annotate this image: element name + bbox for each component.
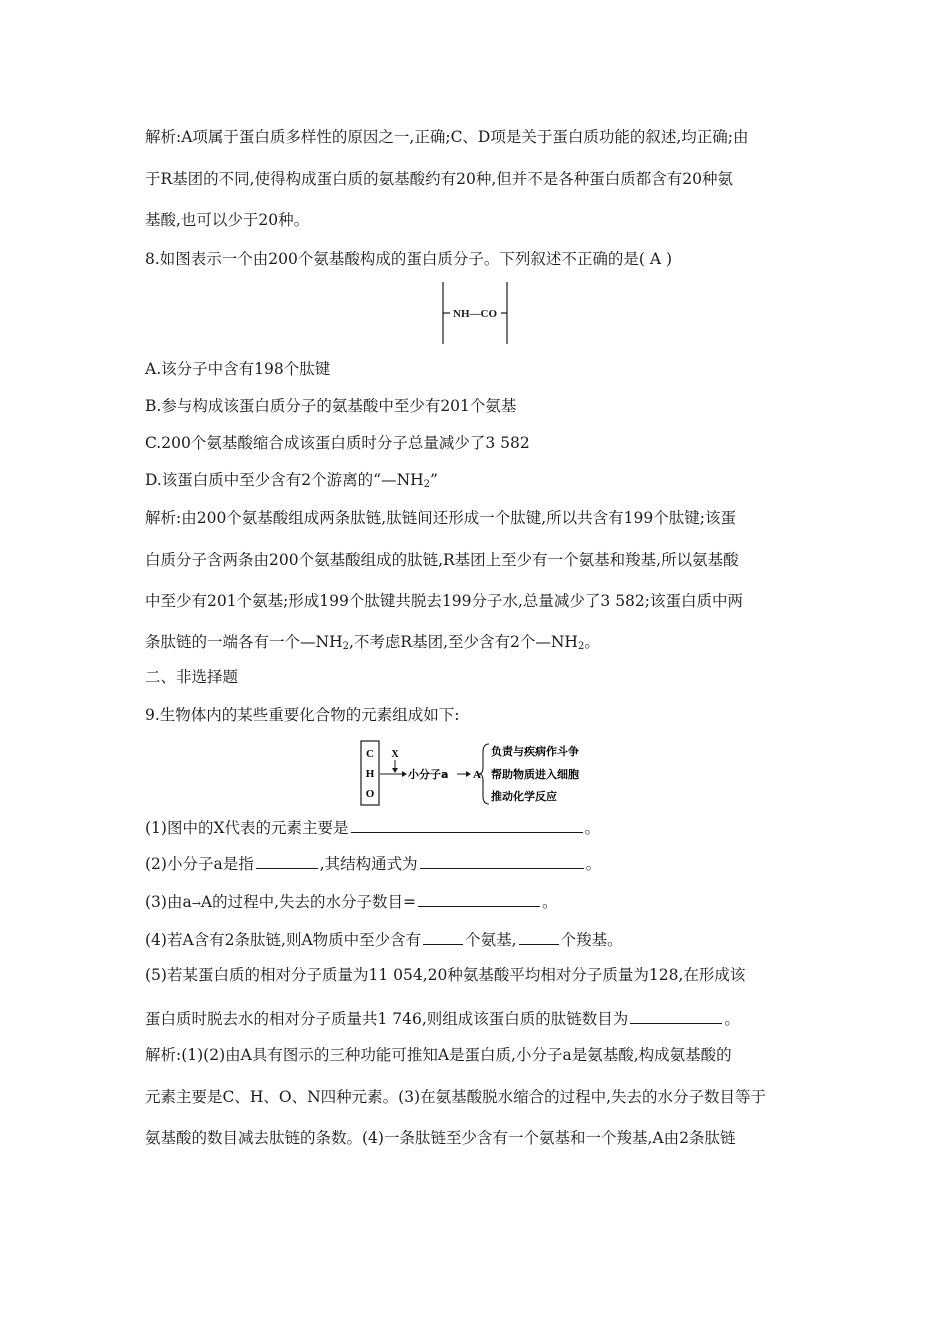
sub-question-3: (3)由a→A的过程中,失去的水分子数目= 。 [145,890,558,914]
explanation-line: 解析:A项属于蛋白质多样性的原因之一,正确;C、D项是关于蛋白质功能的叙述,均正确;由 [145,128,749,146]
question-9-stem: 9.生物体内的某些重要化合物的元素组成如下: [145,706,460,724]
function-item: 推动化学反应 [491,790,557,803]
explanation-line: 解析:(1)(2)由A具有图示的三种功能可推知A是蛋白质,小分子a是氨基酸,构成氨基酸的 [145,1046,732,1064]
answer-blank[interactable] [351,816,583,833]
answer-blank[interactable] [630,1007,722,1024]
section-heading: 二、非选择题 [145,668,239,686]
x-label: X [391,749,399,760]
sub-question-5: (5)若某蛋白质的相对分子质量为11 054,20种氨基酸平均相对分子质量为128,在形成该 [145,966,746,984]
peptide-bond-figure [441,282,511,344]
explanation-line: 白质分子含两条由200个氨基酸组成的肽链,R基团上至少有一个氨基和羧基,所以氨基酸 [145,551,739,569]
option-d: D.该蛋白质中至少含有2个游离的“$—NH_2$” [145,471,438,490]
answer-blank[interactable] [519,928,559,945]
answer-blank[interactable] [418,890,540,907]
answer-blank[interactable] [423,928,463,945]
answer-blank[interactable] [420,852,584,869]
explanation-line: 元素主要是C、H、O、N四种元素。(3)在氨基酸脱水缩合的过程中,失去的水分子数目等于 [145,1088,767,1106]
sub-question-2: (2)小分子a是指 ,其结构通式为 。 [145,852,601,874]
explanation-line: 氨基酸的数目减去肽链的条数。(4)一条肽链至少含有一个氨基和一个羧基,A由2条肽链 [145,1129,736,1147]
option-a: A.该分子中含有198个肽键 [145,360,331,378]
sub-question-4: (4)若A含有2条肽链,则A物质中至少含有 个氨基, 个羧基。 [145,928,623,950]
small-molecule-label: 小分子a [408,768,449,781]
explanation-line: 于R基团的不同,使得构成蛋白质的氨基酸约有20种,但并不是各种蛋白质都含有20种氨 [145,170,733,188]
compound-composition-figure [360,740,590,806]
right-arrow-icon [402,771,407,777]
answer-blank[interactable] [256,852,318,869]
question-8-stem: 8.如图表示一个由200个氨基酸构成的蛋白质分子。下列叙述不正确的是( A ) [145,250,673,268]
sub-question-5-cont: 蛋白质时脱去水的相对分子质量共1 746,则组成该蛋白质的肽链数目为 。 [145,1007,740,1029]
option-b: B.参与构成该蛋白质分子的氨基酸中至少有201个氨基 [145,397,517,415]
option-c: C.200个氨基酸缩合成该蛋白质时分子总量减少了3 582 [145,434,530,452]
explanation-line: 解析:由200个氨基酸组成两条肽链,肽链间还形成一个肽键,所以共含有199个肽键;该蛋 [145,509,736,527]
function-item: 帮助物质进入细胞 [491,768,579,781]
function-item: 负责与疾病作斗争 [491,745,579,758]
element-c: C [366,748,374,760]
product-label: A [473,769,481,781]
element-h: H [365,768,375,780]
explanation-line: 基酸,也可以少于20种。 [145,211,310,229]
explanation-line: 中至少有201个氨基;形成199个肽键共脱去199分子水,总量减少了3 582;该蛋白质中两 [145,592,744,610]
element-o: O [365,788,375,800]
sub-question-1: (1)图中的X代表的元素主要是 。 [145,816,600,838]
right-arrow-icon [466,771,471,777]
down-arrow-icon [392,768,398,773]
peptide-bond-label: NH—CO [453,308,497,320]
brace-icon [479,744,489,804]
explanation-line: 条肽链的一端各有一个$—NH_2$,不考虑R基团,至少含有2个$—NH_2$。 [145,633,600,652]
